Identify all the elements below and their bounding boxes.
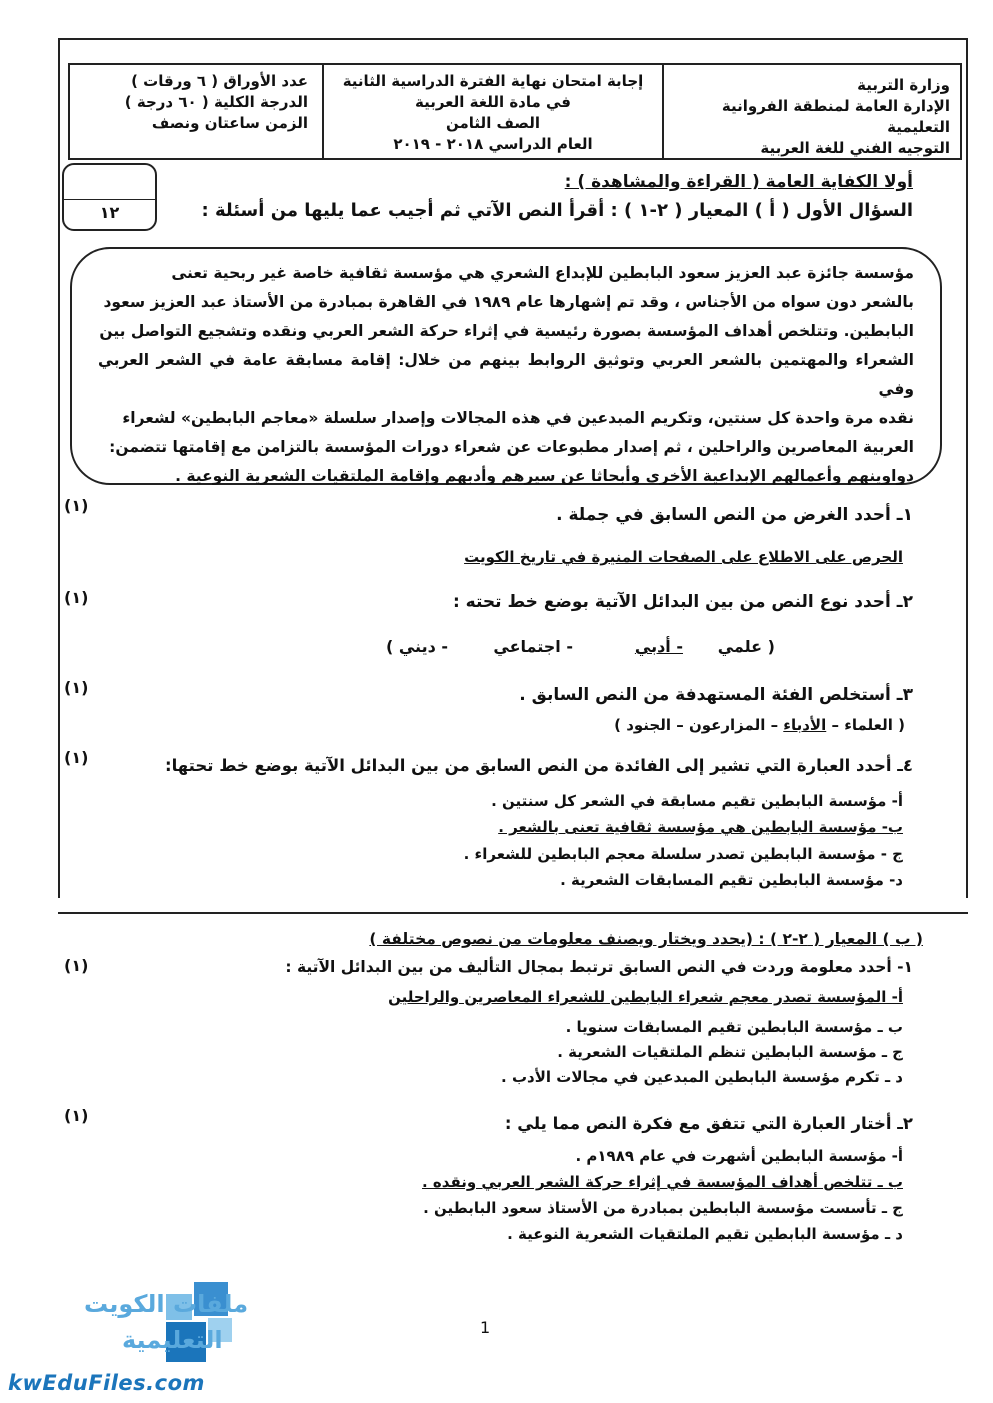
q4-text: ٤ـ أحدد العبارة التي تشير إلى الفائدة من النص السابق من بين البدائل الآتية بوضع خط تحتها: <box>164 756 913 775</box>
exam-subject: في مادة اللغة العربية <box>414 93 572 111</box>
b2-option-c: ج ـ تأسست مؤسسة البابطين بمبادرة من الأستاذ سعود البابطين . <box>423 1199 903 1217</box>
passage-line: الشعراء والمهتمين بالشعر العربي وتوثيق الروابط بينهم من خلال: إقامة مسابقة عامة في الشعر العربي وفي <box>98 351 914 398</box>
q1-text: ١ـ أحدد الغرض من النص السابق في جملة . <box>556 505 913 525</box>
b1-option-d: د ـ تكرم مؤسسة البابطين المبدعين في مجالات الأدب . <box>501 1068 903 1086</box>
exam-header <box>68 63 962 160</box>
exam-grade: الصف الثامن <box>446 114 540 132</box>
q2-mark: (١) <box>64 588 89 607</box>
q3-text: ٣ـ أستخلص الفئة المستهدفة من النص السابق . <box>519 685 913 705</box>
q3-options-suffix: – المزارعون – الجنود ) <box>614 716 784 734</box>
b2-option-a: أ- مؤسسة البابطين أشهرت في عام ١٩٨٩م . <box>575 1147 903 1165</box>
total-score: الدرجة الكلية ( ٦٠ درجة ) <box>124 93 308 111</box>
watermark-line1: ملفات الكويت <box>84 1290 249 1318</box>
q4-mark: (١) <box>64 748 89 767</box>
header-ministry <box>662 65 960 158</box>
watermark-line2: التعليمية <box>122 1326 223 1354</box>
b1-option-a: أ- المؤسسة تصدر معجم شعراء البابطين للشعراء المعاصرين والراحلين <box>388 988 903 1006</box>
q4-option-b: ب- مؤسسة البابطين هي مؤسسة ثقافية تعنى بالشعر . <box>498 818 903 836</box>
passage-line: مؤسسة جائزة عبد العزيز سعود البابطين للإبداع الشعري هي مؤسسة ثقافية خاصة غير ربحية تعنى <box>171 264 914 282</box>
header-exam-meta <box>70 65 322 158</box>
question1-title: السؤال الأول ( أ ) المعيار ( ٢-١ ) : أقرأ النص الآتي ثم أجيب عما يليها من أسئلة : <box>201 200 913 221</box>
b2-mark: (١) <box>64 1106 89 1125</box>
department-name: التوجيه الفني للغة العربية <box>760 139 950 157</box>
b1-option-c: ج ـ مؤسسة البابطين تنظم الملتقيات الشعرية . <box>557 1043 903 1061</box>
exam-year: العام الدراسي ٢٠١٨ - ٢٠١٩ <box>393 135 593 153</box>
q3-options <box>614 716 905 734</box>
b1-option-b: ب ـ مؤسسة البابطين تقيم المسابقات سنويا . <box>565 1018 903 1036</box>
reading-passage <box>70 247 942 485</box>
b1-text: ١- أحدد معلومة وردت في النص السابق ترتبط بمجال التأليف من بين البدائل الآتية : <box>285 958 913 976</box>
passage-line: العربية المعاصرين والراحلين ، ثم إصدار مطبوعات عن شعراء دورات المؤسسة بالتزامن مع إقامتها تتضمن: <box>109 438 914 456</box>
partB-title: ( ب ) المعيار ( ٢-٢ ) : (يحدد ويختار ويصنف معلومات من نصوص مختلفة ) <box>369 930 923 948</box>
directorate-name: الإدارة العامة لمنطقة الفروانية التعليمية <box>721 97 950 136</box>
q2-option-4: - ديني ) <box>385 637 448 656</box>
b2-option-b: ب ـ تتلخص أهداف المؤسسة في إثراء حركة الشعر العربي ونقده . <box>422 1173 903 1191</box>
page-number: 1 <box>480 1318 491 1337</box>
header-exam-info <box>322 65 662 158</box>
q4-option-a: أ- مؤسسة البابطين تقيم مسابقة في الشعر كل سنتين . <box>491 792 903 810</box>
b2-option-d: د ـ مؤسسة البابطين تقيم الملتقيات الشعرية النوعية . <box>507 1225 903 1243</box>
pages-count: عدد الأوراق ( ٦ ورقات ) <box>131 72 308 90</box>
section-divider <box>58 912 968 914</box>
q1-mark: (١) <box>64 496 89 515</box>
q4-option-c: ج - مؤسسة البابطين تصدر سلسلة معجم البابطين للشعراء . <box>463 845 903 863</box>
q3-options-prefix: ( العلماء – <box>826 716 905 734</box>
section-title: أولا الكفاية العامة ( القراءة والمشاهدة ) : <box>564 172 913 192</box>
passage-line: نقده مرة واحدة كل سنتين، وتكريم المبدعين في هذه المجالات وإصدار سلسلة «معاجم البابطين» لشعراء <box>122 409 914 427</box>
passage-line: بالشعر دون سواه من الأجناس ، وقد تم إشهارها عام ١٩٨٩ في القاهرة بمبادرة من الأستاذ عبد العزيز سعود <box>103 293 914 311</box>
q3-answer: الأدباء <box>783 716 827 734</box>
b2-text: ٢ـ أختار العبارة التي تتفق مع فكرة النص مما يلي : <box>504 1114 913 1133</box>
b1-mark: (١) <box>64 956 89 975</box>
q2-option-3: - اجتماعي <box>493 637 573 656</box>
passage-line: البابطين. وتتلخص أهداف المؤسسة بصورة رئيسية في إثراء حركة الشعر العربي ونقده وتشجيع التواصل بين <box>99 322 914 340</box>
q3-mark: (١) <box>64 678 89 697</box>
exam-duration: الزمن ساعتان ونصف <box>151 114 308 132</box>
q4-option-d: د- مؤسسة البابطين تقيم المسابقات الشعرية . <box>560 871 903 889</box>
score-box <box>62 163 157 231</box>
ministry-name: وزارة التربية <box>857 76 950 94</box>
q2-option-1: ( علمي <box>717 637 775 656</box>
q2-text: ٢ـ أحدد نوع النص من بين البدائل الآتية بوضع خط تحته : <box>452 592 913 612</box>
q2-option-2: - أدبي <box>634 637 683 656</box>
q1-answer: الحرص على الاطلاع على الصفحات المنيرة في تاريخ الكويت <box>464 548 903 566</box>
exam-title: إجابة امتحان نهاية الفترة الدراسية الثانية <box>342 72 644 90</box>
watermark-url: kwEduFiles.com <box>8 1371 205 1395</box>
passage-line: دواوينهم وأعمالهم الإبداعية الأخرى وأبحاثا عن سيرهم وأدبهم وإقامة الملتقيات الشعرية النوعية . <box>175 467 914 485</box>
score-value: ١٢ <box>99 203 120 222</box>
